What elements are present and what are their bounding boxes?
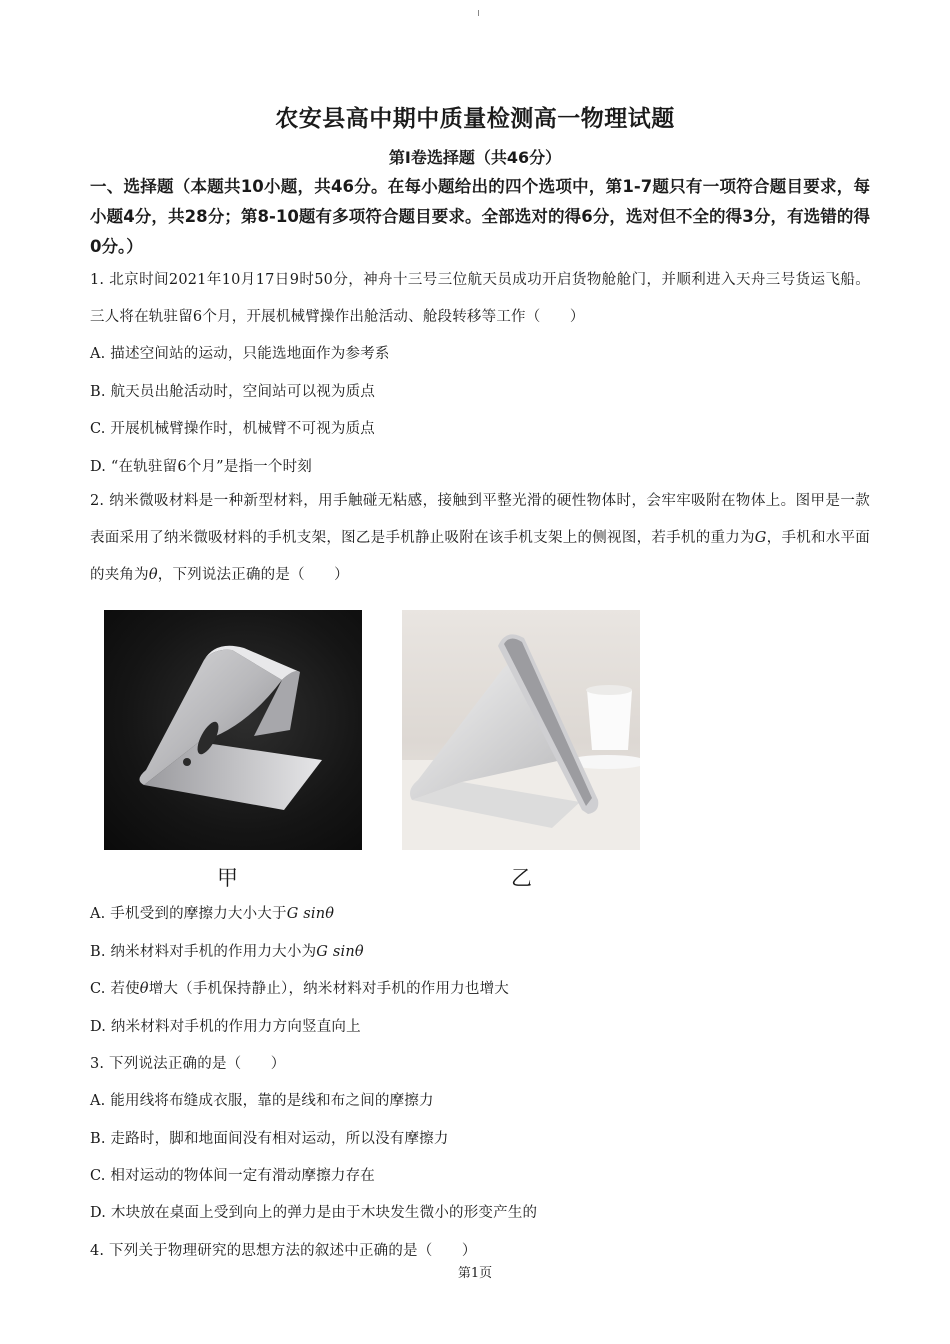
section-instructions: 一、选择题（本题共10小题，共46分。在每小题给出的四个选项中，第1-7题只有一项符合题目要求，每小题4分，共28分；第8-10题有多项符合题目要求。全部选对的得6分，选对但不全的得3分，有选错的得0分。） (90, 177, 870, 256)
figure-jia-phone-stand (104, 610, 362, 850)
question-2-option-b-text: B. 纳米材料对手机的作用力大小为 (90, 944, 317, 960)
question-1-option-a: A. 描述空间站的运动，只能选地面作为参考系 (90, 346, 390, 362)
question-3-option-b: B. 走路时，脚和地面间没有相对运动，所以没有摩擦力 (90, 1131, 449, 1147)
question-2-stem-part-2: ，手机和水平面的夹角为 (90, 530, 871, 583)
question-3-option-c: C. 相对运动的物体间一定有滑动摩擦力存在 (90, 1168, 375, 1184)
question-3-stem: 3. 下列说法正确的是（ ） (90, 1056, 286, 1072)
question-2-stem-part-3: ，下列说法正确的是（ ） (157, 567, 349, 583)
question-3-option-a: A. 能用线将布缝成衣服，靠的是线和布之间的摩擦力 (90, 1093, 434, 1109)
question-2-option-c (90, 977, 870, 998)
question-1-option-c: C. 开展机械臂操作时，机械臂不可视为质点 (90, 421, 375, 437)
weight-symbol: G (754, 530, 767, 546)
question-2-option-b (90, 940, 870, 961)
top-mark (478, 10, 479, 16)
question-2-option-a (90, 902, 870, 923)
question-2-stem-part-1: 2. 纳米微吸材料是一种新型材料，用手触碰无粘感，接触到平整光滑的硬性物体时，会牢牢吸附在物体上。图甲是一款表面采用了纳米微吸材料的手机支架，图乙是手机静止吸附在该手机支架上的侧视图，若手机的重力为 (90, 493, 870, 546)
question-2-option-b-math: G sinθ (316, 944, 364, 960)
question-1-stem: 1. 北京时间2021年10月17日9时50分，神舟十三号三位航天员成功开启货物舱舱门，并顺利进入天舟三号货运飞船。三人将在轨驻留6个月，开展机械臂操作出舱活动、舱段转移等工作（ ） (90, 272, 870, 325)
question-2-option-a-math: G sinθ (286, 906, 335, 922)
question-2-stem (90, 483, 870, 594)
question-4-stem: 4. 下列关于物理研究的思想方法的叙述中正确的是（ ） (90, 1243, 477, 1259)
part-subtitle: 第Ⅰ卷选择题（共46分） (388, 148, 562, 167)
question-1-option-d: D. “在轨驻留6个月”是指一个时刻 (90, 459, 312, 475)
figure-caption-jia: 甲 (217, 866, 238, 890)
question-1-option-b: B. 航天员出舱活动时，空间站可以视为质点 (90, 384, 376, 400)
page-number: 第1页 (457, 1266, 493, 1281)
question-2-option-c-post: 增大（手机保持静止），纳米材料对手机的作用力也增大 (148, 981, 509, 997)
exam-title: 农安县高中期中质量检测高一物理试题 (275, 106, 675, 132)
figure-caption-yi: 乙 (511, 866, 532, 890)
question-2-option-d: D. 纳米材料对手机的作用力方向竖直向上 (90, 1019, 361, 1035)
question-2-option-c-pre: C. 若使 (90, 981, 140, 997)
figure-yi-phone-on-stand (402, 610, 640, 850)
question-2-option-c-math: θ (139, 981, 149, 997)
question-3-option-d: D. 木块放在桌面上受到向上的弹力是由于木块发生微小的形变产生的 (90, 1205, 538, 1221)
angle-symbol: θ (148, 567, 158, 583)
question-2-option-a-text: A. 手机受到的摩擦力大小大于 (90, 906, 287, 922)
